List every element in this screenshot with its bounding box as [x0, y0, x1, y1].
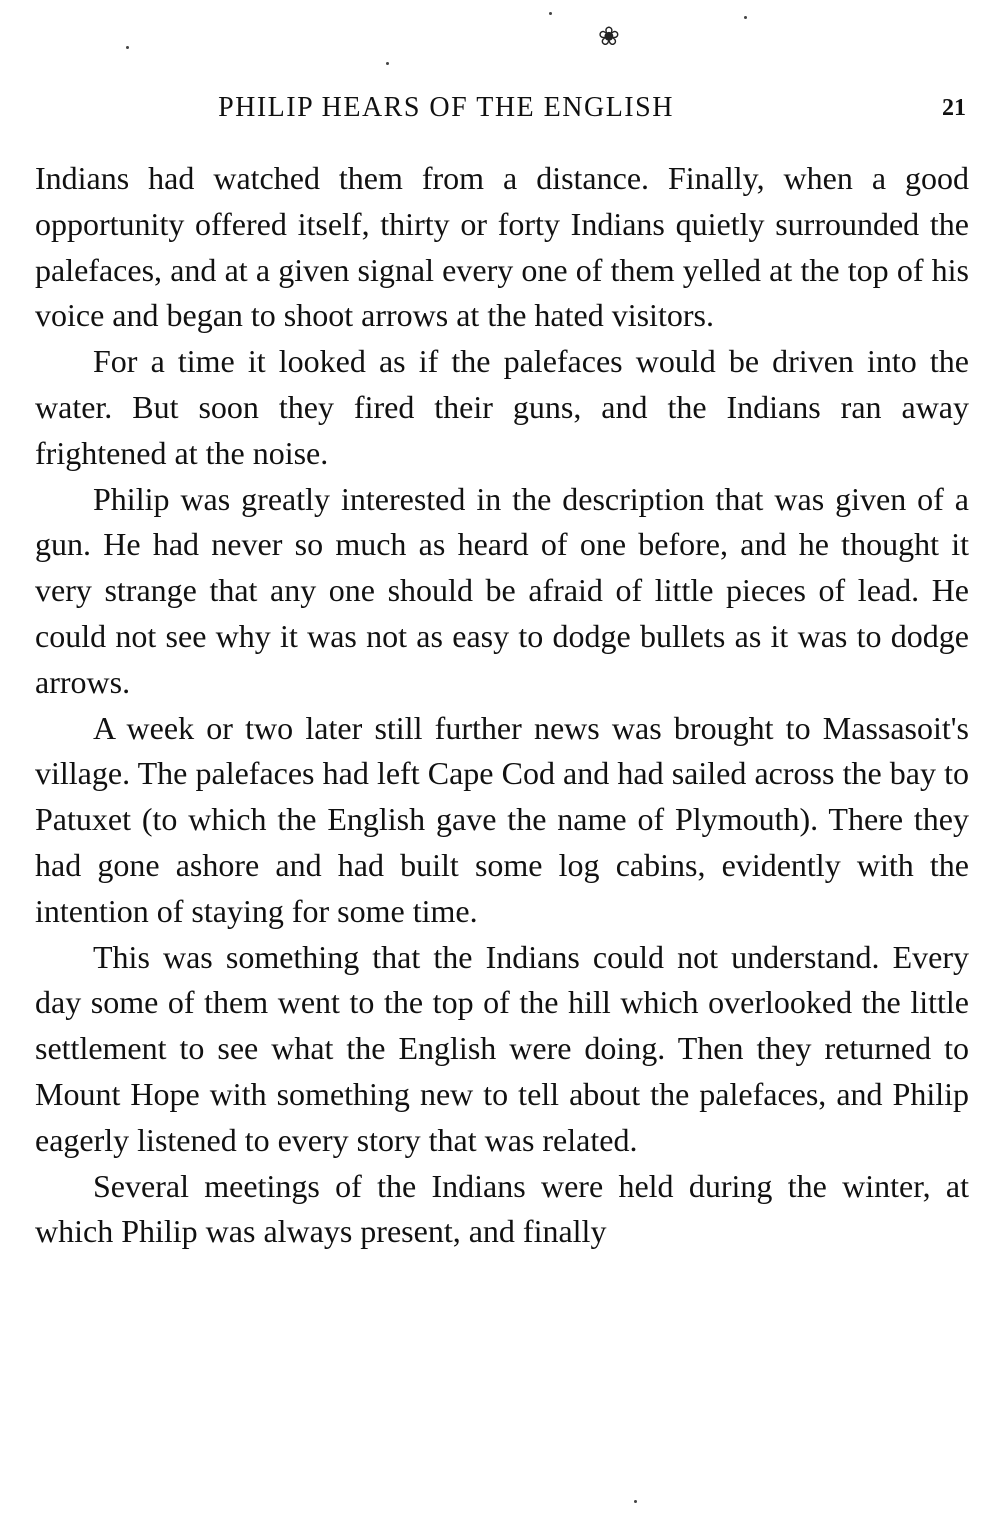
paragraph-6: Several meetings of the Indians were held during the winter, at which Philip was always present, and finally [35, 1167, 969, 1250]
page-number: 21 [942, 95, 966, 121]
print-speck [744, 16, 747, 19]
running-head [36, 88, 966, 128]
running-title: PHILIP HEARS OF THE ENGLISH [218, 92, 674, 123]
paragraph-5: This was something that the Indians could not understand. Every day some of them went to the top of the hill which overlooked the little settlement to see what the English were doing. Then they returned to Mount Hope with something new to tell about the palefaces, and Philip eagerly listened to every story that was related. [35, 938, 969, 1158]
paragraph-2: For a time it looked as if the palefaces would be driven into the water. But soon they fired their guns, and the Indians ran away frightened at the noise. [35, 343, 969, 471]
paragraph-3: Philip was greatly interested in the description that was given of a gun. He had never so much as heard of one before, and he thought it very strange that any one should be afraid of little pieces of lead. He could not see why it was not as easy to dodge bullets as it was to dodge arrows. [35, 480, 969, 700]
paragraph-4: A week or two later still further news was brought to Massasoit's village. The palefaces had left Cape Cod and had sailed across the bay to Patuxet (to which the English gave the name of Plymouth). There they had gone ashore and had built some log cabins, evidently with the intention of staying for some time. [35, 709, 969, 929]
print-speck [549, 12, 552, 15]
printer-ornament-icon: ❀ [598, 22, 620, 51]
paragraph-1: Indians had watched them from a distance. Finally, when a good opportunity offered itself, thirty or forty Indians quietly surrounded the palefaces, and at a given signal every one of them yelled at the top of his voice and began to shoot arrows at the hated visitors. [35, 160, 969, 334]
print-speck [126, 46, 129, 49]
print-speck [634, 1500, 637, 1503]
body-text [35, 156, 969, 1255]
print-speck [386, 62, 389, 65]
